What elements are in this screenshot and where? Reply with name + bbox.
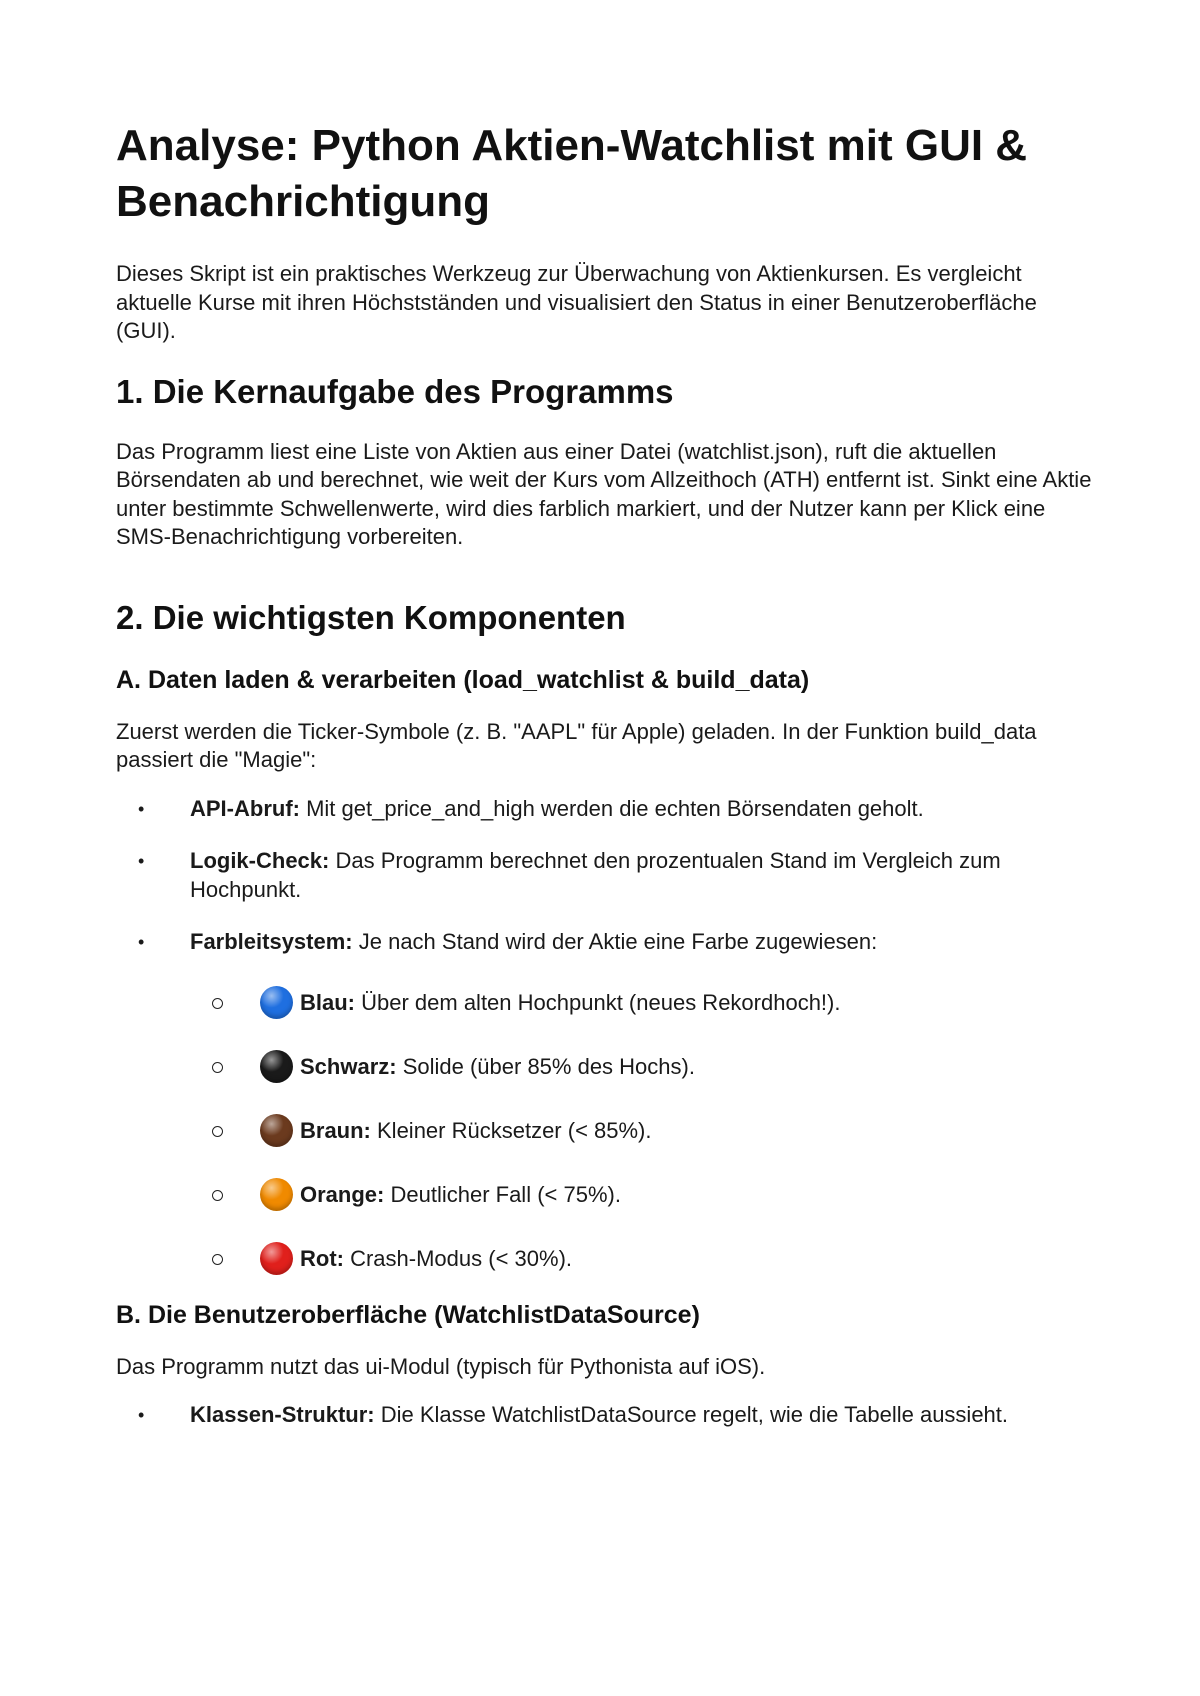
bullet-text: Die Klasse WatchlistDataSource regelt, wie die Tabelle aussieht.	[374, 1402, 1009, 1427]
subsection-a-bullets	[116, 795, 1096, 957]
list-item	[116, 1401, 1036, 1430]
subsection-b-bullets	[116, 1401, 1096, 1430]
color-item-brown	[116, 1111, 1096, 1151]
bullet-text: Das Programm berechnet den prozentualen Stand im Vergleich zum Hochpunkt.	[190, 848, 1001, 902]
subsection-a-paragraph: Zuerst werden die Ticker-Symbole (z. B. "AAPL" für Apple) geladen. In der Funktion build_data passiert die "Magie":	[116, 718, 1037, 772]
circle-bullet-icon	[212, 998, 223, 1009]
bullet-icon: •	[138, 932, 145, 952]
subsection-b-paragraph: Das Programm nutzt das ui-Modul (typisch für Pythonista auf iOS).	[116, 1353, 766, 1379]
list-item	[116, 928, 1096, 957]
red-circle-icon	[260, 1242, 293, 1275]
color-item-blue	[116, 983, 1096, 1023]
blue-circle-icon	[260, 986, 293, 1019]
subsection-b-heading: B. Die Benutzeroberfläche (WatchlistDataSource)	[116, 1300, 700, 1329]
color-legend-list	[116, 983, 1096, 1279]
list-item	[116, 847, 1096, 904]
color-description: Solide (über 85% des Hochs).	[396, 1053, 695, 1079]
intro-paragraph: Dieses Skript ist ein praktisches Werkzeug zur Überwachung von Aktienkursen. Es vergleicht aktuelle Kurse mit ihren Höchstständen und visualisiert den Status in einer Benutzeroberfläche (GUI).	[116, 261, 1037, 343]
section-1-heading: 1. Die Kernaufgabe des Programms	[116, 372, 674, 410]
color-label: Orange:	[300, 1181, 385, 1207]
section-1-paragraph: Das Programm liest eine Liste von Aktien aus einer Datei (watchlist.json), ruft die aktuellen Börsendaten ab und berechnet, wie weit der Kurs vom Allzeithoch (ATH) entfernt ist. Sinkt eine Aktie unter bestimmte Schwellenwerte, wird dies farblich markiert, und der Nutzer kann per Klick eine SMS-Benachrichtigung vorbereiten.	[116, 438, 1092, 549]
orange-circle-icon	[260, 1178, 293, 1211]
circle-bullet-icon	[212, 1190, 223, 1201]
color-item-orange	[116, 1175, 1096, 1215]
brown-circle-icon	[260, 1114, 293, 1147]
section-2-heading: 2. Die wichtigsten Komponenten	[116, 598, 626, 636]
color-description: Deutlicher Fall (< 75%).	[384, 1181, 621, 1207]
color-description: Kleiner Rücksetzer (< 85%).	[370, 1117, 652, 1143]
color-label: Schwarz:	[300, 1053, 397, 1079]
color-item-red	[116, 1239, 1096, 1279]
list-item	[116, 795, 1096, 824]
bullet-icon: •	[138, 851, 145, 871]
page-title: Analyse: Python Aktien-Watchlist mit GUI & Benachrichtigung	[116, 121, 1028, 226]
circle-bullet-icon	[212, 1126, 223, 1137]
color-label: Rot:	[300, 1245, 344, 1271]
circle-bullet-icon	[212, 1062, 223, 1073]
bullet-label: Farbleitsystem:	[190, 929, 353, 954]
color-item-black	[116, 1047, 1096, 1087]
bullet-text: Je nach Stand wird der Aktie eine Farbe zugewiesen:	[352, 929, 878, 954]
color-label: Braun:	[300, 1117, 371, 1143]
bullet-label: API-Abruf:	[190, 795, 300, 821]
bullet-label: Klassen-Struktur:	[190, 1402, 375, 1427]
document-content	[116, 118, 1096, 1430]
bullet-icon: •	[138, 798, 145, 819]
circle-bullet-icon	[212, 1254, 223, 1265]
color-label: Blau:	[300, 989, 355, 1015]
black-circle-icon	[260, 1050, 293, 1083]
bullet-icon: •	[138, 1405, 145, 1425]
bullet-label: Logik-Check:	[190, 848, 330, 873]
bullet-text: Mit get_price_and_high werden die echten Börsendaten geholt.	[299, 795, 924, 821]
color-description: Über dem alten Hochpunkt (neues Rekordhoch!).	[355, 989, 841, 1015]
color-description: Crash-Modus (< 30%).	[343, 1245, 573, 1271]
subsection-a-heading: A. Daten laden & verarbeiten (load_watchlist & build_data)	[116, 665, 810, 694]
